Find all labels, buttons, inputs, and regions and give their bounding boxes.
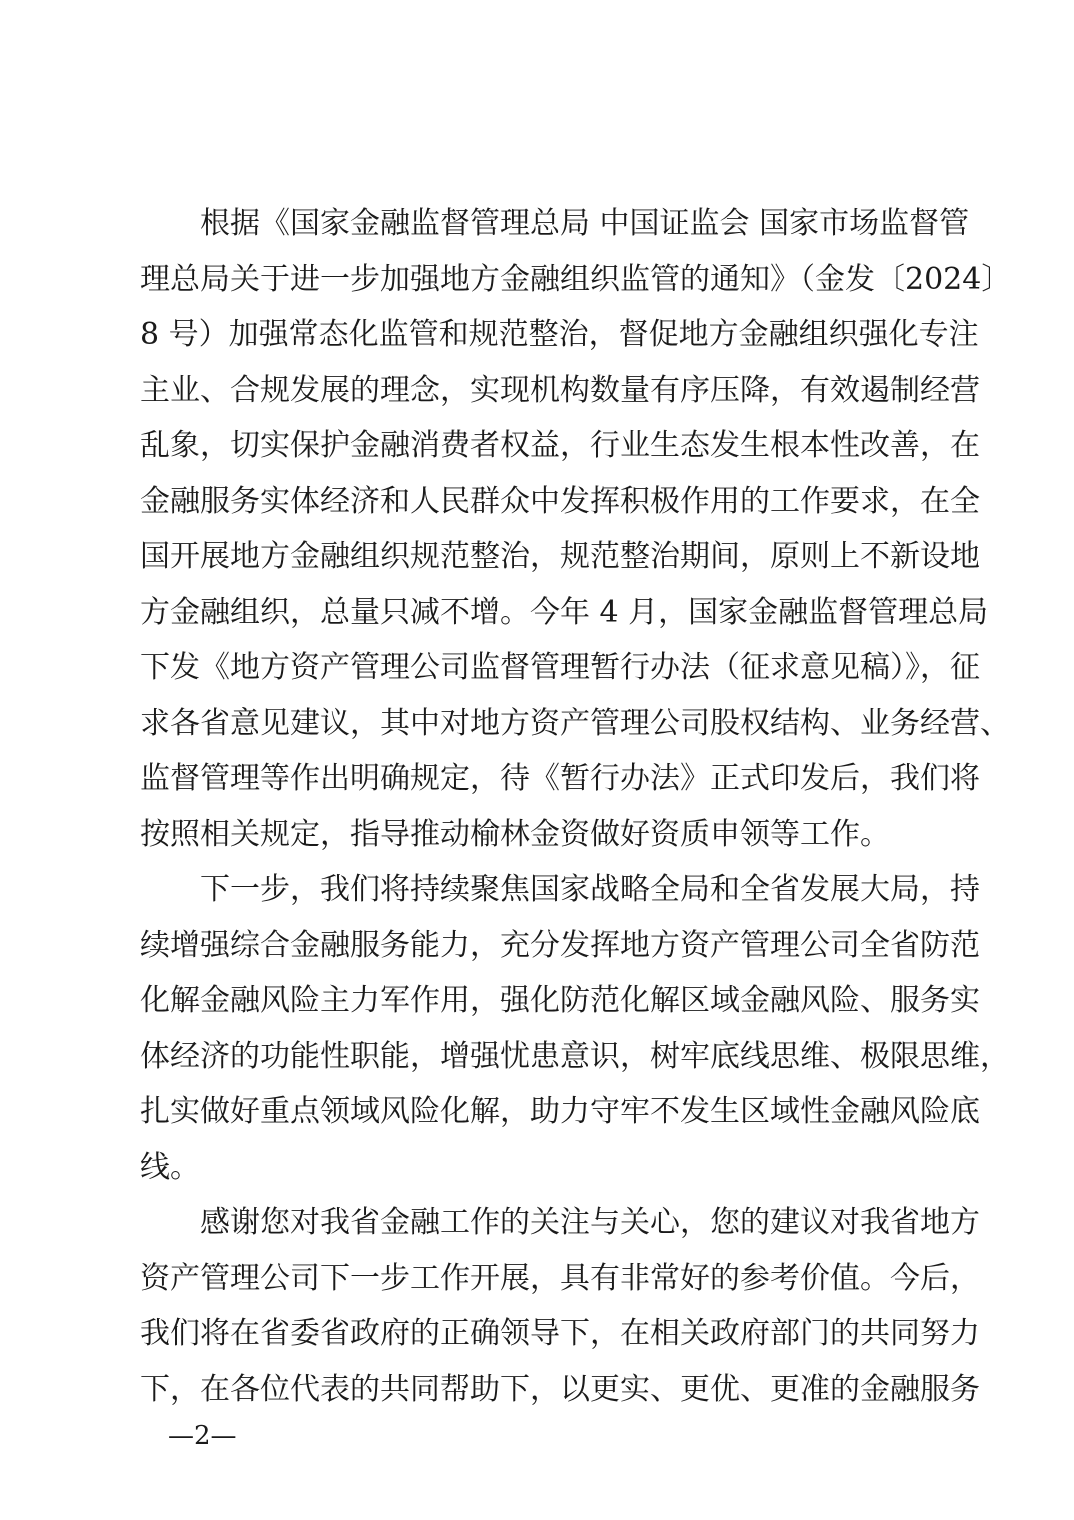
paragraph-1-line-2: 理总局关于进一步加强地方金融组织监管的通知》（金发〔2024〕 <box>140 261 1012 297</box>
paragraph-1-line-7: 国开展地方金融组织规范整治，规范整治期间，原则上不新设地 <box>140 539 980 574</box>
body-text <box>140 196 1012 1417</box>
paragraph-3-line-2: 资产管理公司下一步工作开展，具有非常好的参考价值。今后， <box>140 1260 980 1296</box>
paragraph-1-line-12: 按照相关规定，指导推动榆林金资做好资质申领等工作。 <box>140 816 890 852</box>
paragraph-2-line-5: 扎实做好重点领域风险化解，助力守牢不发生区域性金融风险底 <box>140 1094 980 1129</box>
paragraph-3-line-1: 感谢您对我省金融工作的关注与关心，您的建议对我省地方 <box>200 1205 980 1240</box>
paragraph-1-line-1: 根据《国家金融监督管理总局 中国证监会 国家市场监督管 <box>200 206 970 241</box>
paragraph-3-line-3: 我们将在省委省政府的正确领导下，在相关政府部门的共同努力 <box>140 1316 980 1351</box>
paragraph-2-line-1: 下一步，我们将持续聚焦国家战略全局和全省发展大局，持 <box>200 872 980 907</box>
paragraph-1-line-8: 方金融组织，总量只减不增。今年 4 月，国家金融监督管理总局 <box>140 594 989 630</box>
paragraph-3-line-4: 下，在各位代表的共同帮助下，以更实、更优、更准的金融服务 <box>140 1371 980 1407</box>
paragraph-1-line-11: 监督管理等作出明确规定，待《暂行办法》正式印发后，我们将 <box>140 761 980 796</box>
paragraph-1-line-3: 8 号）加强常态化监管和规范整治，督促地方金融组织强化专注 <box>140 317 979 352</box>
page-number: —2— <box>168 1421 237 1451</box>
paragraph-1-line-6: 金融服务实体经济和人民群众中发挥积极作用的工作要求，在全 <box>140 483 980 519</box>
paragraph-2-line-4: 体经济的功能性职能，增强忧患意识，树牢底线思维、极限思维， <box>140 1038 1010 1074</box>
paragraph-2-line-3: 化解金融风险主力军作用，强化防范化解区域金融风险、服务实 <box>140 983 980 1018</box>
paragraph-1-line-10: 求各省意见建议，其中对地方资产管理公司股权结构、业务经营、 <box>140 705 1010 741</box>
paragraph-2-line-6: 线。 <box>140 1149 200 1185</box>
paragraph-1-line-5: 乱象，切实保护金融消费者权益，行业生态发生根本性改善，在 <box>140 428 980 463</box>
paragraph-1-line-9: 下发《地方资产管理公司监督管理暂行办法（征求意见稿）》，征 <box>140 650 980 685</box>
paragraph-1-line-4: 主业、合规发展的理念，实现机构数量有序压降，有效遏制经营 <box>140 372 980 408</box>
paragraph-2-line-2: 续增强综合金融服务能力，充分发挥地方资产管理公司全省防范 <box>140 927 980 963</box>
